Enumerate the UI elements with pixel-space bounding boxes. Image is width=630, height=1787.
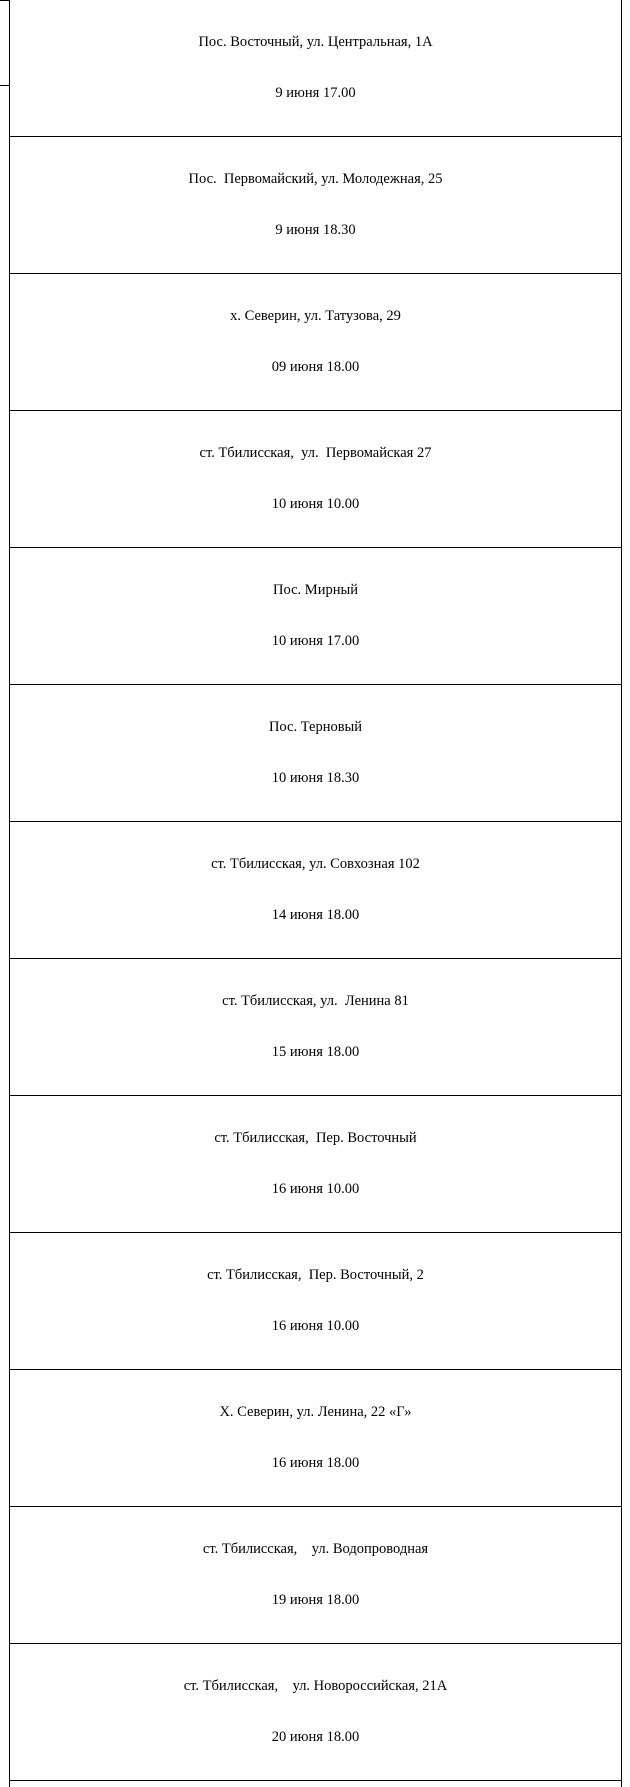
datetime-text: 16 июня 10.00 [10, 1318, 621, 1335]
datetime-text: 9 июня 18.30 [10, 222, 621, 239]
address-text: ст. Тбилисская, Пер. Восточный, 2 [10, 1267, 621, 1284]
address-text: Пос. Мирный [10, 582, 621, 599]
schedule-cell [10, 548, 622, 685]
schedule-cell [10, 959, 622, 1096]
datetime-text: 19 июня 18.00 [10, 1592, 621, 1609]
address-text: ст. Тбилисская, ул. Совхозная 102 [10, 856, 621, 873]
address-text: Пос. Восточный, ул. Центральная, 1А [10, 34, 621, 51]
schedule-cell [10, 685, 622, 822]
schedule-cell [10, 1233, 622, 1370]
address-text: ст. Тбилисская, ул. Водопроводная [10, 1541, 621, 1558]
address-text: ст. Тбилисская, ул. Ленина 81 [10, 993, 621, 1010]
left-column-edge [0, 0, 9, 501]
datetime-text: 09 июня 18.00 [10, 359, 621, 376]
table-row [10, 1096, 622, 1233]
schedule-cell [10, 1644, 622, 1781]
table-row [10, 1507, 622, 1644]
table-row [10, 137, 622, 274]
partial-cell [10, 1781, 622, 1787]
schedule-cell [10, 274, 622, 411]
datetime-text: 16 июня 18.00 [10, 1455, 621, 1472]
address-text: Х. Северин, ул. Ленина, 22 «Г» [10, 1404, 621, 1421]
schedule-cell [10, 411, 622, 548]
table-row [10, 274, 622, 411]
table-row-partial [10, 1781, 622, 1787]
table-row [10, 959, 622, 1096]
address-text: ст. Тбилисская, ул. Новороссийская, 21А [10, 1678, 621, 1695]
stub-rule [0, 0, 9, 1]
datetime-text: 16 июня 10.00 [10, 1181, 621, 1198]
datetime-text: 9 июня 17.00 [10, 85, 621, 102]
schedule-table [9, 0, 622, 1787]
table-row [10, 548, 622, 685]
datetime-text: 10 июня 18.30 [10, 770, 621, 787]
schedule-cell [10, 1370, 622, 1507]
datetime-text: 20 июня 18.00 [10, 1729, 621, 1746]
schedule-cell [10, 1096, 622, 1233]
datetime-text: 14 июня 18.00 [10, 907, 621, 924]
stub-rule [0, 85, 9, 86]
table-row [10, 822, 622, 959]
table-row [10, 0, 622, 137]
address-text: Пос. Первомайский, ул. Молодежная, 25 [10, 171, 621, 188]
schedule-cell [10, 1507, 622, 1644]
datetime-text: 10 июня 17.00 [10, 633, 621, 650]
schedule-table-body [10, 0, 622, 1787]
table-row [10, 411, 622, 548]
schedule-cell [10, 137, 622, 274]
table-row [10, 1644, 622, 1781]
table-row [10, 1370, 622, 1507]
address-text: ст. Тбилисская, Пер. Восточный [10, 1130, 621, 1147]
datetime-text: 10 июня 10.00 [10, 496, 621, 513]
address-text: ст. Тбилисская, ул. Первомайская 27 [10, 445, 621, 462]
table-row [10, 685, 622, 822]
schedule-cell [10, 822, 622, 959]
address-text: х. Северин, ул. Татузова, 29 [10, 308, 621, 325]
schedule-cell [10, 0, 622, 137]
address-text: Пос. Терновый [10, 719, 621, 736]
datetime-text: 15 июня 18.00 [10, 1044, 621, 1061]
table-row [10, 1233, 622, 1370]
